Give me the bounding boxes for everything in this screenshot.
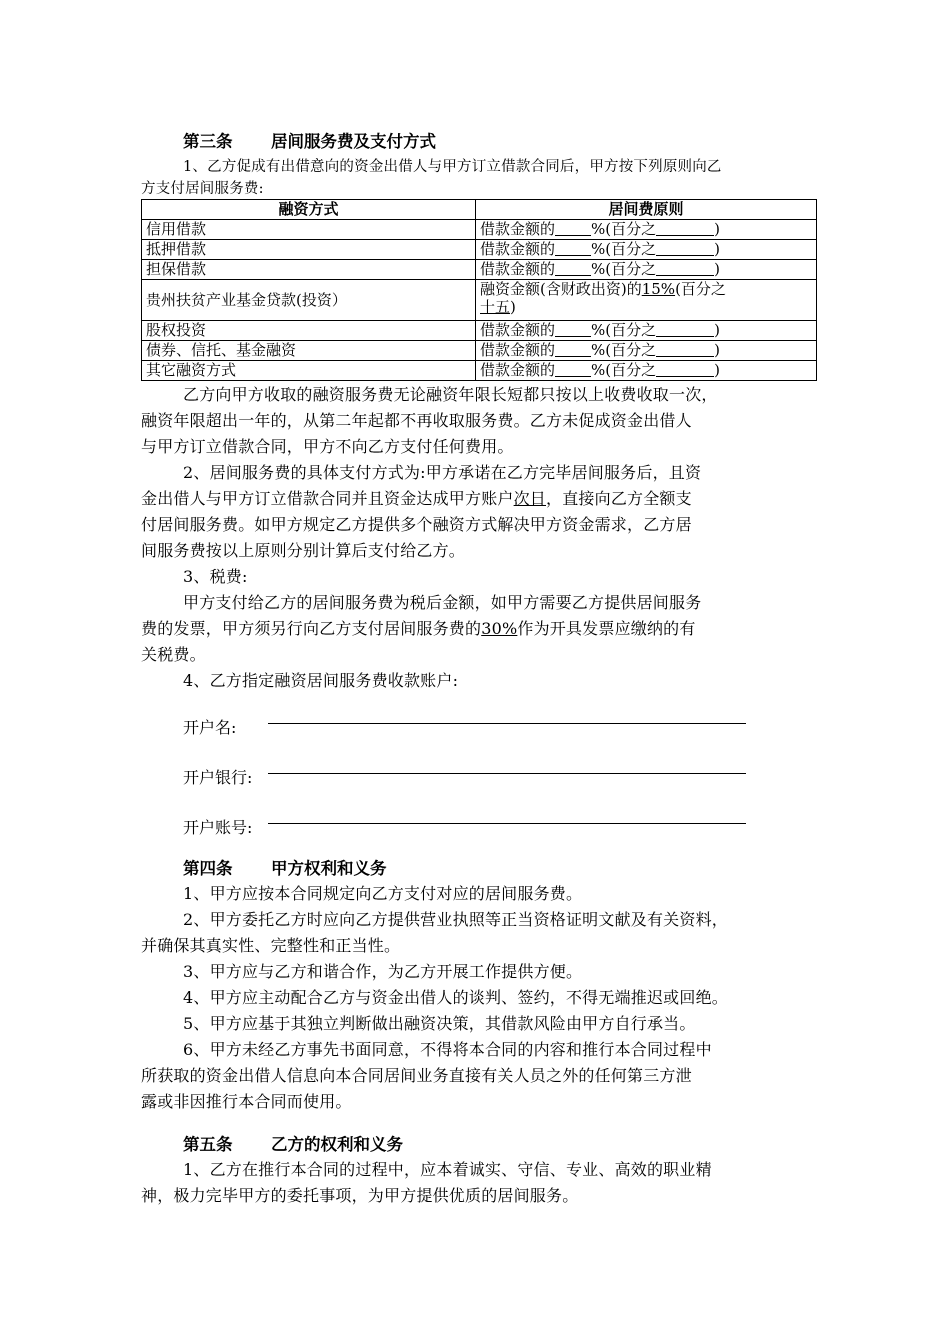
row-rule: 借款金额的 %(百分之 ): [476, 361, 817, 381]
row-method: 抵押借款: [142, 240, 476, 260]
header-rule: 居间费原则: [476, 200, 817, 220]
article3-p3-line2: 费的发票，甲方须另行向乙方支付居间服务费的30%作为开具发票应缴纳的有: [141, 619, 696, 638]
row-method: 贵州扶贫产业基金贷款(投资）: [142, 280, 476, 321]
account-number-field[interactable]: [268, 822, 746, 824]
row-method: 债券、信托、基金融资: [142, 341, 476, 361]
table-row: [142, 361, 817, 381]
account-bank-field[interactable]: [268, 772, 746, 774]
account-name-field[interactable]: [268, 722, 746, 724]
article3-p4-title: 4、乙方指定融资居间服务费收款账户:: [183, 671, 459, 690]
article4-item6-line1: 6、甲方未经乙方事先书面同意，不得将本合同的内容和推行本合同过程中: [183, 1040, 712, 1059]
table-row: [142, 220, 817, 240]
after-table-line3: 与甲方订立借款合同，甲方不向乙方支付任何费用。: [141, 437, 514, 456]
article5-item1-line1: 1、乙方在推行本合同的过程中，应本着诚实、守信、专业、高效的职业精: [183, 1160, 712, 1179]
account-name-label: 开户名:: [183, 718, 237, 737]
account-bank-label: 开户银行:: [183, 768, 253, 787]
article5-item1-line2: 神，极力完毕甲方的委托事项，为甲方提供优质的居间服务。: [141, 1186, 579, 1205]
article3-p3-title: 3、税费:: [183, 567, 248, 586]
article4-item2-line1: 2、甲方委托乙方时应向乙方提供营业执照等正当资格证明文献及有关资料，: [183, 910, 728, 929]
article3-p3-line1: 甲方支付给乙方的居间服务费为税后金额，如甲方需要乙方提供居间服务: [183, 593, 702, 612]
article3-p3-line3: 关税费。: [141, 645, 206, 664]
after-table-line1: 乙方向甲方收取的融资服务费无论融资年限长短都只按以上收费收取一次，: [183, 385, 718, 404]
article3-p2-line4: 间服务费按以上原则分别计算后支付给乙方。: [141, 541, 466, 560]
table-row: [142, 260, 817, 280]
article4-item5: 5、甲方应基于其独立判断做出融资决策，其借款风险由甲方自行承当。: [183, 1014, 696, 1033]
row-rule: 借款金额的 %(百分之 ): [476, 220, 817, 240]
row-method: 其它融资方式: [142, 361, 476, 381]
article5-title: 乙方的权利和义务: [271, 1135, 403, 1154]
article3-p2-line2: 金出借人与甲方订立借款合同并且资金达成甲方账户次日，直接向乙方全额支: [141, 489, 692, 508]
article4-number: 第四条: [183, 859, 233, 878]
row-rule: 借款金额的 %(百分之 ): [476, 260, 817, 280]
article3-p1-line1: 1、乙方促成有出借意向的资金出借人与甲方订立借款合同后，甲方按下列原则向乙: [183, 159, 722, 175]
table-row: [142, 341, 817, 361]
fee-table: [141, 199, 817, 381]
article4-item4: 4、甲方应主动配合乙方与资金出借人的谈判、签约，不得无端推迟或回绝。: [183, 988, 728, 1007]
account-number-label: 开户账号:: [183, 818, 253, 837]
table-row: [142, 240, 817, 260]
row-method: 担保借款: [142, 260, 476, 280]
article3-heading: [183, 128, 436, 152]
table-row: [142, 321, 817, 341]
article4-item3: 3、甲方应与乙方和谐合作，为乙方开展工作提供方便。: [183, 962, 583, 981]
article3-p2-line1: 2、居间服务费的具体支付方式为:甲方承诺在乙方完毕居间服务后，且资: [183, 463, 702, 482]
article3-p1-line2: 方支付居间服务费:: [141, 181, 264, 197]
article4-item6-line3: 露或非因推行本合同而使用。: [141, 1092, 352, 1111]
header-method: 融资方式: [142, 200, 476, 220]
article4-heading: [183, 855, 387, 879]
article4-item6-line2: 所获取的资金出借人信息向本合同居间业务直接有关人员之外的任何第三方泄: [141, 1066, 692, 1085]
article5-heading: [183, 1131, 403, 1155]
row-rule: 借款金额的 %(百分之 ): [476, 240, 817, 260]
article4-item1: 1、甲方应按本合同规定向乙方支付对应的居间服务费。: [183, 884, 583, 903]
article3-number: 第三条: [183, 132, 233, 151]
article3-title: 居间服务费及支付方式: [271, 132, 436, 151]
article5-number: 第五条: [183, 1135, 233, 1154]
row-rule: 借款金额的 %(百分之 ): [476, 321, 817, 341]
row-method: 股权投资: [142, 321, 476, 341]
row-rule: 融资金额(含财政出资)的15%(百分之 十五): [476, 280, 817, 321]
after-table-line2: 融资年限超出一年的，从第二年起都不再收取服务费。乙方未促成资金出借人: [141, 411, 692, 430]
table-row: [142, 280, 817, 321]
row-method: 信用借款: [142, 220, 476, 240]
row-rule: 借款金额的 %(百分之 ): [476, 341, 817, 361]
article4-item2-line2: 并确保其真实性、完整性和正当性。: [141, 936, 401, 955]
fee-table-header: [142, 200, 817, 220]
article3-p2-line3: 付居间服务费。如甲方规定乙方提供多个融资方式解决甲方资金需求，乙方居: [141, 515, 692, 534]
article4-title: 甲方权利和义务: [271, 859, 387, 878]
